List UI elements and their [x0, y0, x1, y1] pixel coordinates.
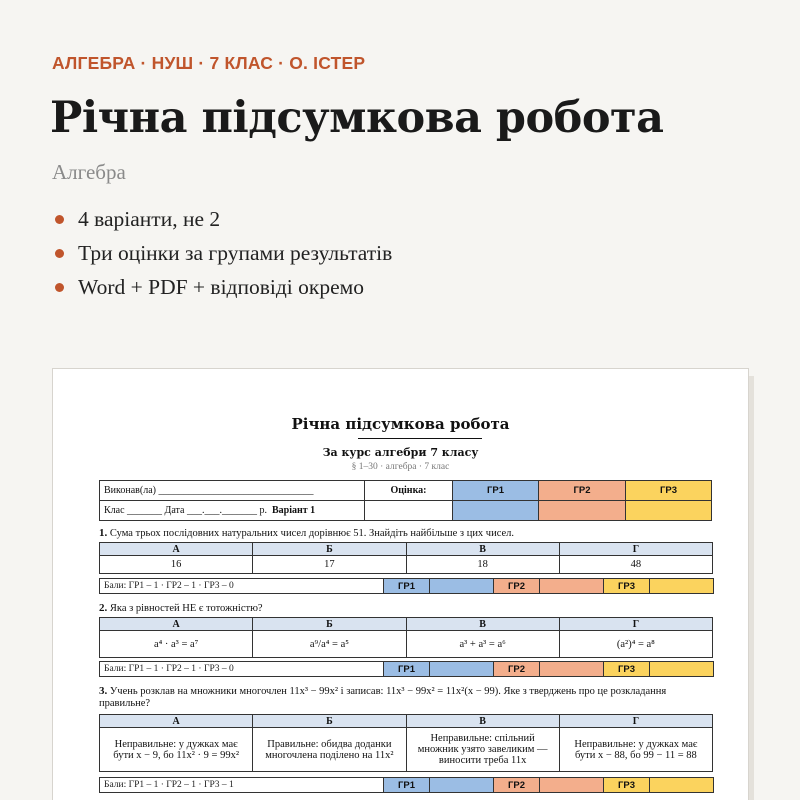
document-title: Річна підсумкова робота [291, 415, 510, 433]
option-letter: А [100, 618, 253, 631]
option-letter: В [406, 618, 559, 631]
question-1-text: 1. Сума трьох послідовних натуральних чисел дорівнює 51. Знайдіть найбільше з цих чисел. [99, 527, 515, 539]
group-2-header: ГР2 [539, 481, 626, 501]
answer-option[interactable]: a⁴ · a³ = a⁷ [100, 631, 253, 658]
document-subtitle: За курс алгебри 7 класу [322, 446, 479, 459]
group-3-score-cell[interactable] [650, 579, 714, 594]
group-3-grade-cell[interactable] [626, 501, 712, 521]
grade-label: Оцінка: [365, 481, 453, 501]
class-date-field[interactable]: Клас _______ Дата ___.___._______ р. Варіант 1 [100, 501, 365, 521]
question-3-text: 3. Учень розклав на множники многочлен 11x³ − 99x² і записав: 11x³ − 99x² = 11x²(x − 99). Яке з тверджень про це розкладання правильне? [99, 685, 667, 709]
answer-option[interactable]: Неправильне: у дужках має бути x − 88, бо 99 − 11 = 88 [559, 728, 712, 772]
option-letter: Г [559, 618, 712, 631]
option-letter: Г [559, 715, 712, 728]
group-3-label: ГР3 [604, 662, 650, 677]
group-3-score-cell[interactable] [650, 778, 714, 793]
question-2-options [99, 617, 713, 658]
option-letter: Б [253, 715, 406, 728]
course-kicker: АЛГЕБРА · НУШ · 7 КЛАС · О. ІСТЕР [52, 53, 366, 73]
document-preview [52, 368, 749, 800]
question-3-score-row [99, 777, 714, 793]
question-2-text: 2. Яка з рівностей НЕ є тотожністю? [99, 602, 263, 614]
option-letter: Г [559, 543, 712, 556]
question-1-score-row [99, 578, 714, 594]
group-1-grade-cell[interactable] [453, 501, 539, 521]
option-letter: В [406, 543, 559, 556]
group-3-label: ГР3 [604, 579, 650, 594]
group-3-score-cell[interactable] [650, 662, 714, 677]
answer-option[interactable]: 48 [559, 556, 712, 574]
answer-option[interactable]: a³ + a³ = a⁶ [406, 631, 559, 658]
points-text: Бали: ГР1 – 1 · ГР2 – 1 · ГР3 – 0 [100, 662, 384, 677]
group-2-label: ГР2 [494, 662, 540, 677]
group-1-score-cell[interactable] [430, 662, 494, 677]
bullet-dot-icon [55, 249, 64, 258]
group-1-score-cell[interactable] [430, 579, 494, 594]
group-2-score-cell[interactable] [540, 662, 604, 677]
option-letter: Б [253, 618, 406, 631]
group-3-header: ГР3 [626, 481, 712, 501]
question-2-score-row [99, 661, 714, 677]
group-2-grade-cell[interactable] [539, 501, 626, 521]
option-letter: Б [253, 543, 406, 556]
answer-option[interactable]: Неправильне: у дужках має бути x − 9, бо 11x² · 9 = 99x² [100, 728, 253, 772]
feature-item: 4 варіанти, не 2 [53, 202, 392, 236]
page-title: Річна підсумкова робота [50, 93, 664, 143]
answer-option[interactable]: Правильне: обидва доданки многочлена поділено на 11x² [253, 728, 406, 772]
group-3-label: ГР3 [604, 778, 650, 793]
answer-option[interactable]: a⁹/a⁴ = a⁵ [253, 631, 406, 658]
page-subtitle: Алгебра [52, 160, 126, 184]
points-text: Бали: ГР1 – 1 · ГР2 – 1 · ГР3 – 0 [100, 579, 384, 594]
title-underline [358, 438, 482, 439]
answer-option[interactable]: Неправильне: спільний множник узято завеликим — виносити треба 11x [406, 728, 559, 772]
grade-cell [365, 501, 453, 521]
group-2-label: ГР2 [494, 778, 540, 793]
group-1-header: ГР1 [453, 481, 539, 501]
option-letter: В [406, 715, 559, 728]
group-2-label: ГР2 [494, 579, 540, 594]
answer-option[interactable]: (a²)⁴ = a⁸ [559, 631, 712, 658]
answer-option[interactable]: 18 [406, 556, 559, 574]
document-meta: § 1–30 · алгебра · 7 клас [351, 462, 450, 472]
group-1-score-cell[interactable] [430, 778, 494, 793]
answer-option[interactable]: 16 [100, 556, 253, 574]
feature-item: Три оцінки за групами результатів [53, 236, 392, 270]
option-letter: А [100, 715, 253, 728]
option-letter: А [100, 543, 253, 556]
bullet-dot-icon [55, 283, 64, 292]
student-header-table [99, 480, 712, 521]
question-1-options [99, 542, 713, 574]
points-text: Бали: ГР1 – 1 · ГР2 – 1 · ГР3 – 1 [100, 778, 384, 793]
feature-item: Word + PDF + відповіді окремо [53, 270, 392, 304]
group-1-label: ГР1 [384, 778, 430, 793]
bullet-dot-icon [55, 215, 64, 224]
answer-option[interactable]: 17 [253, 556, 406, 574]
feature-list [53, 202, 392, 304]
group-1-label: ГР1 [384, 579, 430, 594]
question-3-options [99, 714, 713, 772]
performer-field[interactable]: Виконав(ла) _______________________________ [100, 481, 365, 501]
group-2-score-cell[interactable] [540, 579, 604, 594]
variant-label: Варіант 1 [271, 505, 316, 516]
group-2-score-cell[interactable] [540, 778, 604, 793]
group-1-label: ГР1 [384, 662, 430, 677]
